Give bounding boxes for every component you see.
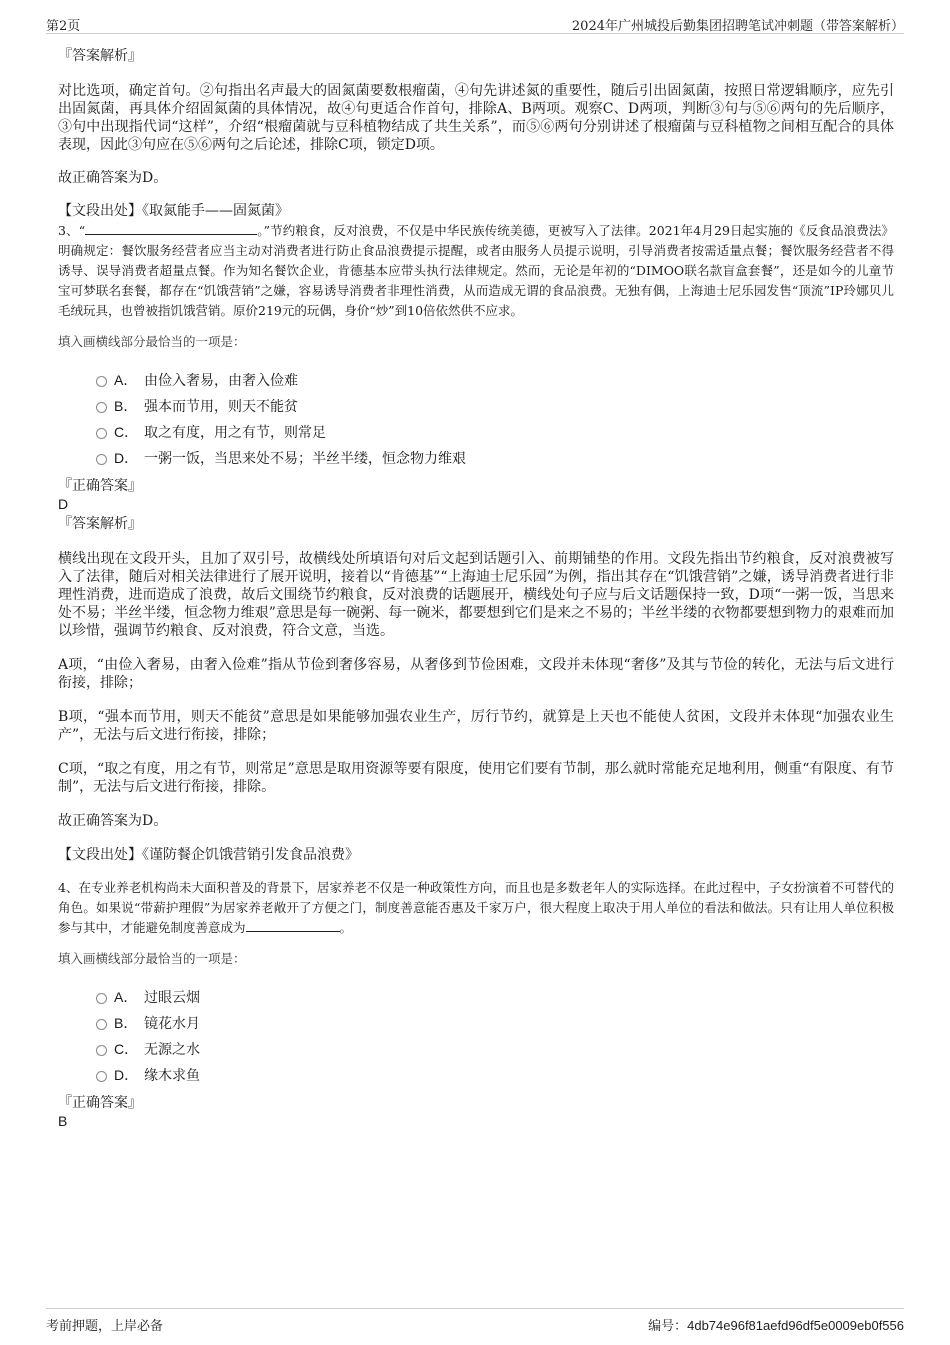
option-b[interactable]: B． 镜花水月: [58, 1010, 894, 1036]
question-4-text: 4、在专业养老机构尚未大面积普及的背景下，居家养老不仅是一种政策性方向，而且也是多数老年人的实际选择。在此过程中，子女扮演着不可替代的角色。如果说“带薪护理假”为居家养老敞开了方便之门，制度善意能否惠及千家万户，很大程度上取决于用人单位的看法和做法。只有让用人单位积极参与其中，才能避免制度善意成为 。: [58, 880, 894, 935]
analysis-heading: 『答案解析』: [58, 48, 142, 64]
fill-blank: [246, 919, 340, 932]
page-header: [46, 11, 904, 34]
question-prompt: 填入画横线部分最恰当的一项是：: [58, 334, 246, 349]
radio-icon[interactable]: [96, 428, 107, 439]
source-citation: 【文段出处】《谨防餐企饥饿营销引发食品浪费》: [58, 847, 359, 863]
question-body: 。”节约粮食，反对浪费，不仅是中华民族传统美德，更被写入了法律。2021年4月29日起实施的《反食品浪费法》明确规定：餐饮服务经营者应当主动对消费者进行防止食品浪费提示提醒，或者由服务人员提示说明，引导消费者按需适量点餐；餐饮服务经营者不得诱导、误导消费者超量点餐。作为知名餐饮企业，肯德基本应带头执行法律规定。然而，无论是年初的“DIMOO联名款盲盒套餐”，还是如今的儿童节宝可梦联名套餐，都存在“饥饿营销”之嫌，容易诱导消费者非理性消费，从而造成无谓的食品浪费。无独有偶，上海迪士尼乐园发售“顶流”IP玲娜贝儿毛绒玩具，也曾被指饥饿营销。原价219元的玩偶，身价“炒”到10倍依然供不应求。: [58, 223, 894, 318]
radio-icon[interactable]: [96, 1045, 107, 1056]
analysis-paragraph-4: C项，“取之有度，用之有节，则常足”意思是取用资源等要有限度，使用它们要有节制，那么就时常能充足地利用，侧重“有限度、有节制”，无法与后文进行衔接，排除。: [58, 761, 894, 795]
answer-conclusion: 故正确答案为D。: [58, 813, 168, 829]
analysis-text: 对比选项，确定首句。②句指出名声最大的固氮菌要数根瘤菌，④句先讲述氮的重要性，随后引出固氮菌，按照日常逻辑顺序，应先引出固氮菌，再具体介绍固氮菌的具体情况，故④句更适合作首句，排除A、B两项。观察C、D两项，判断③句与⑤⑥两句的先后顺序，③句中出现指代词“这样”，介绍“根瘤菌就与豆科植物结成了共生关系”，而⑤⑥两句分别讲述了根瘤菌与豆科植物之间相互配合的具体表现，因此③句应在⑤⑥两句之后论述，排除C项，锁定D项。: [58, 83, 894, 153]
question-number: 4、: [58, 880, 79, 895]
radio-icon[interactable]: [96, 376, 107, 387]
source-citation: 【文段出处】《取氮能手——固氮菌》: [58, 203, 289, 219]
question-number: 3、“: [58, 223, 86, 238]
analysis-paragraph-3: B项，“强本而节用，则天不能贫”意思是如果能够加强农业生产，厉行节约，就算是上天也不能使人贫困，文段并未体现“加强农业生产”，无法与后文进行衔接，排除；: [58, 709, 894, 743]
radio-icon[interactable]: [96, 993, 107, 1004]
radio-icon[interactable]: [96, 454, 107, 465]
document-body: [58, 46, 894, 1130]
option-a[interactable]: A． 过眼云烟: [58, 984, 894, 1010]
analysis-paragraph-2: A项，“由俭入奢易，由奢入俭难”指从节俭到奢侈容易，从奢侈到节俭困难，文段并未体现“奢侈”及其与节俭的转化，无法与后文进行衔接，排除；: [58, 657, 894, 691]
option-b[interactable]: B． 强本而节用，则天不能贫: [58, 393, 894, 419]
analysis-paragraph-1: 横线出现在文段开头，且加了双引号，故横线处所填语句对后文起到话题引入、前期铺垫的作用。文段先指出节约粮食，反对浪费被写入了法律，随后对相关法律进行了展开说明，接着以“肯德基”“上海迪士尼乐园”为例，指出其存在“饥饿营销”之嫌，诱导消费者进行非理性消费，进而造成了浪费，故后文围绕节约粮食，反对浪费的话题展开，横线处句子应与后文话题保持一致，D项“一粥一饭，当思来处不易；半丝半缕，恒念物力维艰”意思是每一碗粥、每一碗米，都要想到它们是来之不易的；半丝半缕的衣物都要想到物力的艰难而加以珍惜，强调节约粮食、反对浪费，符合文意，当选。: [58, 551, 894, 639]
page-footer: [46, 1308, 904, 1337]
page-number: 第2页: [46, 19, 81, 34]
question-prompt: 填入画横线部分最恰当的一项是：: [58, 951, 246, 966]
option-a[interactable]: A． 由俭入奢易，由奢入俭难: [58, 367, 894, 393]
correct-answer-heading: 『正确答案』: [58, 478, 142, 494]
option-d[interactable]: D． 一粥一饭，当思来处不易；半丝半缕，恒念物力维艰: [58, 445, 894, 471]
question-3-text: [58, 221, 894, 321]
document-code: 编号：4db74e96f81aefd96df5e0009eb0f556: [648, 1318, 904, 1333]
analysis-heading: 『答案解析』: [58, 516, 142, 532]
radio-icon[interactable]: [96, 402, 107, 413]
radio-icon[interactable]: [96, 1071, 107, 1082]
footer-slogan: 考前押题，上岸必备: [46, 1319, 164, 1334]
answer-conclusion: 故正确答案为D。: [58, 170, 168, 186]
question-body: 在专业养老机构尚未大面积普及的背景下，居家养老不仅是一种政策性方向，而且也是多数老年人的实际选择。在此过程中，子女扮演着不可替代的角色。如果说“带薪护理假”为居家养老敞开了方便之门，制度善意能否惠及千家万户，很大程度上取决于用人单位的看法和做法。只有让用人单位积极参与其中，才能避免制度善意成为: [58, 880, 894, 935]
radio-icon[interactable]: [96, 1019, 107, 1030]
fill-blank: [85, 222, 257, 235]
option-c[interactable]: C． 取之有度，用之有节，则常足: [58, 419, 894, 445]
option-list: [58, 367, 894, 471]
correct-answer-heading: 『正确答案』: [58, 1095, 142, 1111]
correct-answer: D: [58, 496, 69, 512]
option-list: [58, 984, 894, 1088]
option-c[interactable]: C． 无源之水: [58, 1036, 894, 1062]
correct-answer: B: [58, 1113, 68, 1129]
document-title: 2024年广州城投后勤集团招聘笔试冲刺题（带答案解析）: [571, 19, 904, 34]
option-d[interactable]: D． 缘木求鱼: [58, 1062, 894, 1088]
